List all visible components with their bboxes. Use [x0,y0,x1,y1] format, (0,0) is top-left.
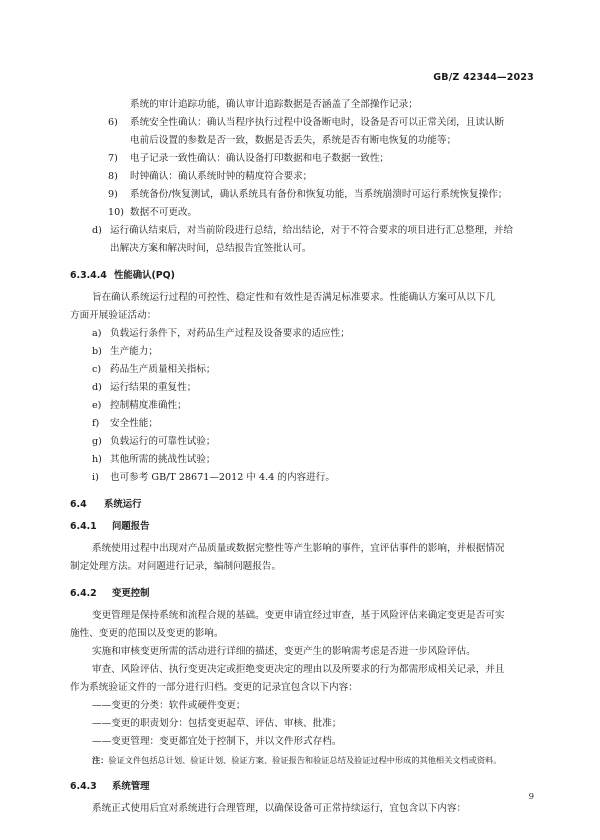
paragraph: 实施和审核变更所需的活动进行详细的描述，变更产生的影响需考虑是否进一步风险评估。 [92,646,476,657]
list-text: 药品生产质量相关指标； [110,364,216,375]
section-title: 系统运行 [104,499,142,510]
list-marker: d) [92,382,102,393]
section-heading [70,778,538,796]
list-item [70,397,538,415]
page-number: 9 [528,792,534,802]
note-label: 注： [92,755,109,765]
section-number: 6.4.3 [70,781,97,792]
list-marker: g) [92,436,102,447]
section-title: 变更控制 [112,588,150,599]
list-item-continuation: 电前后设置的参数是否一致，数据是否丢失，系统是否有断电恢复的功能等； [130,135,457,146]
paragraph-continuation: 制定处理方法。对问题进行记录，编制问题报告。 [70,561,282,572]
list-text: 负载运行的可靠性试验； [110,436,216,447]
section-heading [70,518,538,536]
list-item [70,379,538,397]
list-marker: b) [92,346,102,357]
list-item [70,325,538,343]
list-marker: e) [92,400,102,411]
list-marker: i) [92,472,99,483]
list-marker: 9) [108,189,118,200]
section-title: 性能确认(PQ) [114,270,175,281]
section-heading [70,585,538,603]
dash-item: ——变更管理：变更都宜处于控制下，并以文件形式存档。 [92,736,342,747]
paragraph: 旨在确认系统运行过程的可控性、稳定性和有效性是否满足标准要求。性能确认方案可从以下几 [92,292,495,303]
list-text: 电子记录一致性确认：确认设备打印数据和电子数据一致性； [130,153,390,164]
list-marker: h) [92,454,102,465]
list-text: 安全性能； [110,418,158,429]
section-heading [70,496,538,514]
paragraph-continuation: 施性、变更的范围以及变更的影响。 [70,628,224,639]
list-item-continuation: 出解决方案和解决时间，总结报告宜签批认可。 [110,243,312,254]
list-marker: 10) [108,207,124,218]
paragraph-continuation: 方面开展验证活动： [70,310,157,321]
list-item [70,204,538,222]
list-text: 其他所需的挑战性试验； [110,454,216,465]
list-marker: a) [92,328,102,339]
note [70,751,538,769]
list-marker: c) [92,364,102,375]
list-marker: d) [92,225,102,236]
list-item [70,433,538,451]
standard-code: GB/Z 42344—2023 [433,72,534,83]
list-marker: 8) [108,171,118,182]
list-text: 也可参考 GB/T 28671—2012 中 4.4 的内容进行。 [110,472,335,483]
list-text: 系统备份/恢复测试，确认系统具有备份和恢复功能，当系统崩溃时可运行系统恢复操作； [130,189,508,200]
paragraph: 变更管理是保持系统和流程合规的基础。变更申请宜经过审查，基于风险评估来确定变更是否可实 [92,610,505,621]
section-heading [70,267,538,285]
list-item [70,150,538,168]
list-text: 控制精度准确性； [110,400,187,411]
list-text: 运行确认结束后，对当前阶段进行总结，给出结论，对于不符合要求的项目进行汇总整理，并给 [110,225,513,236]
section-number: 6.4 [70,499,87,510]
list-marker: 7) [108,153,118,164]
list-text: 运行结果的重复性； [110,382,197,393]
section-number: 6.3.4.4 [70,270,107,281]
list-text: 时钟确认：确认系统时钟的精度符合要求； [130,171,313,182]
list-text: 数据不可更改。 [130,207,198,218]
list-item [70,343,538,361]
paragraph-continuation: 作为系统验证文件的一部分进行归档。变更的记录宜包含以下内容： [70,682,358,693]
paragraph: 审查、风险评估、执行变更决定或拒绝变更决定的理由以及所要求的行为都需形成相关记录，并且 [92,664,505,675]
note-text: 验证文件包括总计划、验证计划、验证方案、验证报告和验证总结及验证过程中形成的其他相关文档或资料。 [108,755,502,765]
list-continuation: 系统的审计追踪功能，确认审计追踪数据是否涵盖了全部操作记录； [130,99,418,110]
list-text: 系统安全性确认：确认当程序执行过程中设备断电时，设备是否可以正常关闭，且读认断 [130,117,505,128]
list-item [70,469,538,487]
list-item [70,168,538,186]
paragraph: 系统使用过程中出现对产品质量或数据完整性等产生影响的事件，宜评估事件的影响，并根据情况 [92,543,505,554]
section-title: 问题报告 [112,521,150,532]
list-marker: f) [92,418,100,429]
list-item [70,451,538,469]
list-item [70,186,538,204]
section-number: 6.4.1 [70,521,97,532]
list-item [70,222,538,240]
section-title: 系统管理 [112,781,150,792]
dash-item: ——变更的分类：软件或硬件变更； [92,700,246,711]
list-marker: 6) [108,117,118,128]
paragraph: 系统正式使用后宜对系统进行合理管理，以确保设备可正常持续运行，宜包含以下内容： [92,803,467,814]
list-item [70,114,538,132]
list-text: 生产能力； [110,346,158,357]
list-text: 负载运行条件下，对药品生产过程及设备要求的适应性； [110,328,350,339]
section-number: 6.4.2 [70,588,97,599]
list-item [70,361,538,379]
list-item [70,415,538,433]
dash-item: ——变更的职责划分：包括变更起草、评估、审核、批准； [92,718,342,729]
page-content [70,96,538,818]
